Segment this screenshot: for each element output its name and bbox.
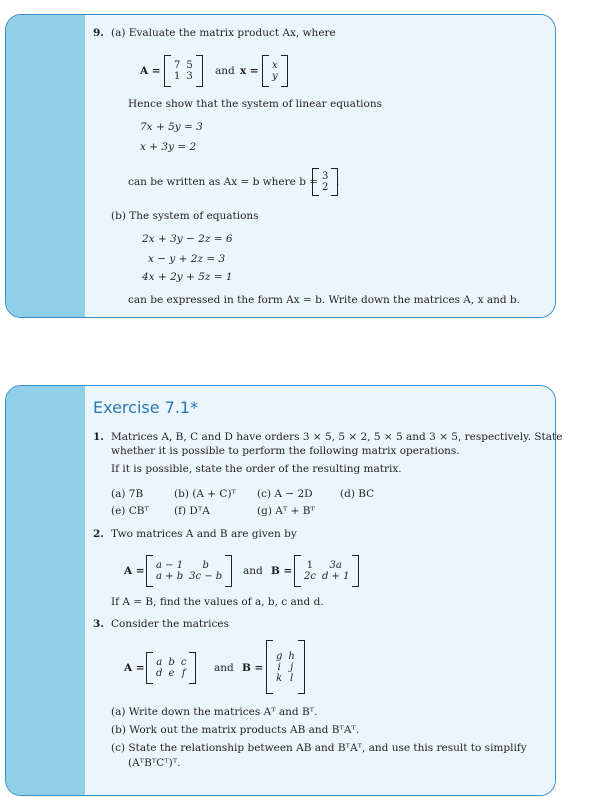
q1-line2: whether it is possible to perform the following matrix operations. — [111, 445, 460, 457]
q1-option-c: (c) A − 2D — [257, 488, 313, 500]
matrix-cell: k — [276, 672, 283, 684]
matrix-cell: h — [288, 650, 295, 662]
q2-text: Two matrices A and B are given by — [111, 528, 297, 540]
q1-number: 1. — [93, 431, 104, 443]
matrix-cell: f — [181, 668, 186, 679]
equation-5: 4x + 2y + 5z = 1 — [142, 271, 233, 283]
q3-number: 3. — [93, 618, 104, 630]
matrix-cell: d + 1 — [321, 571, 350, 582]
matrix-cell: j — [290, 661, 294, 673]
q2-number: 2. — [93, 528, 104, 540]
q3b-text: (b) Work out the matrix products AB and BᵀAᵀ. — [111, 724, 360, 736]
matrix-a — [164, 55, 203, 87]
matrix-cell: a — [156, 657, 163, 668]
matrix-cell: 7 — [174, 60, 181, 71]
hence-text: Hence show that the system of linear equations — [128, 98, 382, 110]
matrix-cell: 3 — [322, 171, 329, 182]
and-word: and — [214, 662, 234, 674]
matrix-cell: a + b — [156, 571, 184, 582]
matrix-a2 — [146, 555, 232, 587]
equation-1: 7x + 5y = 3 — [140, 121, 203, 133]
matrix-cell: 3a — [329, 560, 342, 571]
exercise-title: Exercise 7.1* — [93, 398, 199, 417]
q1-line3: If it is possible, state the order of the resulting matrix. — [111, 463, 402, 475]
q1-option-g: (g) Aᵀ + Bᵀ — [257, 505, 315, 517]
q1-option-e: (e) CBᵀ — [111, 505, 149, 517]
q1-option-d: (d) BC — [340, 488, 375, 500]
card-strip — [6, 15, 85, 317]
matrix-cell: a − 1 — [156, 560, 184, 571]
matrix-cell: i — [277, 661, 281, 673]
matrix-cell: b — [168, 657, 175, 668]
equation-4: x − y + 2z = 3 — [148, 253, 226, 265]
matrix-cell: d — [156, 668, 163, 679]
matrix-cell: 1 — [174, 71, 181, 82]
vector-x — [262, 55, 288, 87]
vector-b — [312, 168, 338, 196]
q3c-line1: (c) State the relationship between AB and BᵀAᵀ, and use this result to simplify — [111, 742, 527, 754]
matrix-a3 — [146, 652, 196, 684]
matrix-cell: c — [180, 657, 187, 668]
matrix-b3-label: B = — [242, 662, 264, 674]
q9b-text: (b) The system of equations — [111, 210, 259, 222]
matrix-b2-label: B = — [271, 565, 293, 577]
q2-find: If A = B, find the values of a, b, c and d. — [111, 596, 324, 608]
matrix-cell: x — [272, 60, 278, 71]
vector-x-label: x = — [240, 65, 259, 77]
matrix-b3 — [266, 640, 305, 694]
matrix-cell: l — [290, 672, 294, 684]
matrix-cell: 1 — [306, 560, 314, 571]
card-strip — [6, 386, 85, 795]
matrix-cell: 5 — [186, 60, 193, 71]
matrix-a-label: A = — [140, 65, 161, 77]
q9a-text: (a) Evaluate the matrix product Ax, where — [111, 27, 336, 39]
and-word: and — [243, 565, 263, 577]
matrix-cell: 3c − b — [189, 571, 223, 582]
q1-option-b: (b) (A + C)ᵀ — [174, 488, 236, 500]
matrix-cell: b — [202, 560, 209, 571]
matrix-a2-label: A = — [124, 565, 145, 577]
equation-3: 2x + 3y − 2z = 6 — [142, 233, 233, 245]
q3a-text: (a) Write down the matrices Aᵀ and Bᵀ. — [111, 706, 318, 718]
q1-option-f: (f) DᵀA — [174, 505, 210, 517]
matrix-cell: 2c — [304, 571, 316, 582]
q3-text: Consider the matrices — [111, 618, 229, 630]
equation-2: x + 3y = 2 — [140, 141, 197, 153]
matrix-cell: 3 — [186, 71, 193, 82]
matrix-cell: y — [272, 71, 278, 82]
written-text: can be written as Ax = b where b = — [128, 176, 319, 188]
matrix-a3-label: A = — [124, 662, 145, 674]
period: . — [336, 176, 340, 188]
expressed-text: can be expressed in the form Ax = b. Write down the matrices A, x and b. — [128, 294, 520, 306]
q3c-line2: (AᵀBᵀCᵀ)ᵀ. — [128, 757, 181, 769]
matrix-b2 — [294, 555, 359, 587]
matrix-cell: 2 — [322, 182, 329, 193]
q1-option-a: (a) 7B — [111, 488, 144, 500]
matrix-cell: g — [276, 650, 283, 662]
matrix-cell: e — [168, 668, 175, 679]
q1-line1: Matrices A, B, C and D have orders 3 × 5, 5 × 2, 5 × 5 and 3 × 5, respectively. State — [111, 431, 563, 443]
q9-number: 9. — [93, 27, 104, 39]
and-word: and — [215, 65, 235, 77]
